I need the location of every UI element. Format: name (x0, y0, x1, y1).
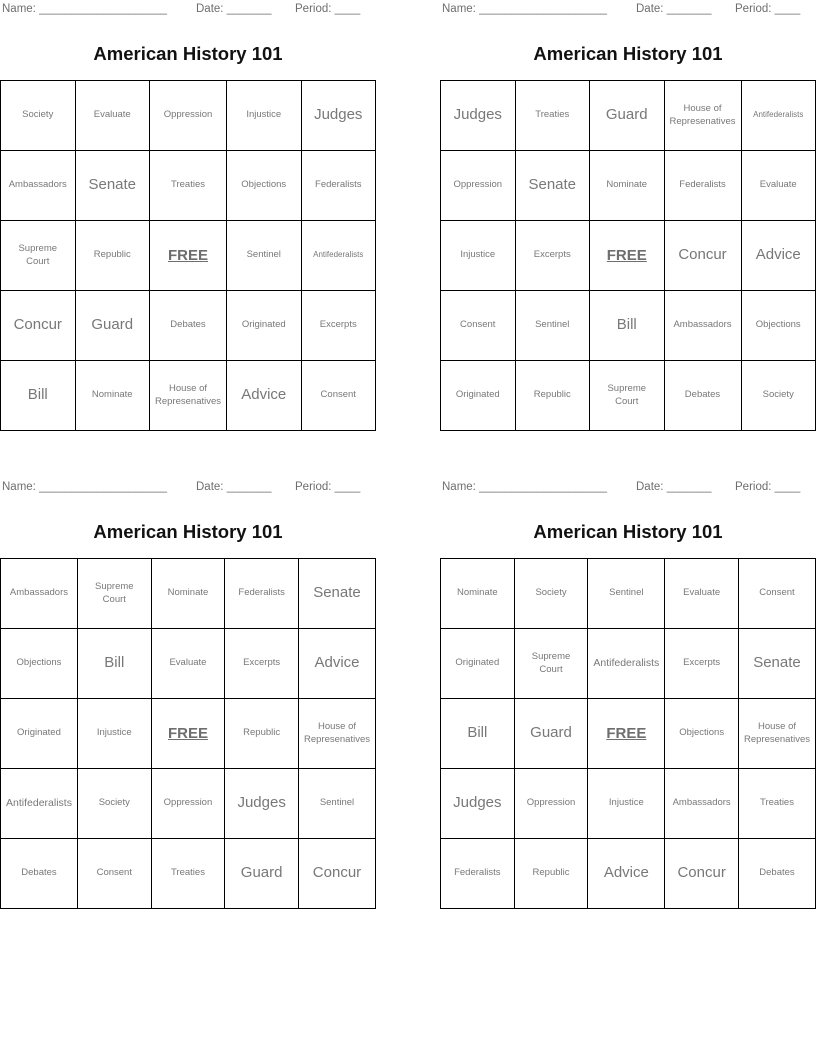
bingo-cell-label: Federalists (315, 179, 362, 191)
bingo-cell (152, 559, 226, 629)
bingo-cell-label: Bill (467, 724, 488, 742)
date-field (636, 481, 711, 493)
bingo-cell (588, 629, 665, 699)
bingo-cell-label: Originated (455, 389, 500, 401)
name-field (2, 481, 167, 493)
bingo-cell (302, 81, 377, 151)
bingo-card-1 (0, 0, 376, 431)
bingo-cell (742, 221, 816, 291)
card-meta-row (0, 478, 376, 496)
bingo-cell-label: Ambassadors (9, 587, 69, 599)
bingo-cell (299, 699, 376, 769)
card-title: American History 101 (93, 521, 283, 542)
bingo-cell-label: Debates (684, 389, 721, 401)
bingo-cell (227, 151, 302, 221)
bingo-cell (1, 221, 76, 291)
bingo-cell-label: Originated (241, 319, 286, 331)
bingo-cell-label: Objections (679, 727, 725, 739)
period-label: Period: (735, 481, 772, 493)
bingo-cell (441, 221, 516, 291)
bingo-cell (78, 769, 152, 839)
bingo-cell-label: Judges (314, 106, 363, 124)
bingo-cell (1, 361, 76, 431)
bingo-cell (441, 81, 516, 151)
bingo-cell (150, 291, 227, 361)
bingo-cell-label: Evaluate (759, 179, 797, 191)
bingo-cell (1, 291, 76, 361)
bingo-cell-label: Nominate (457, 587, 498, 599)
bingo-cell-label: Judges (453, 106, 502, 124)
period-label: Period: (295, 481, 332, 493)
date-blank-line: _______ (666, 3, 712, 15)
bingo-cell (739, 629, 816, 699)
bingo-cell-label: Oppression (453, 179, 503, 191)
bingo-cell (742, 291, 816, 361)
bingo-cell (227, 221, 302, 291)
bingo-cell-label: Supreme Court (95, 581, 134, 605)
bingo-cell-label: Injustice (96, 727, 132, 739)
bingo-card-4 (440, 478, 816, 909)
bingo-cell-label: Advice (603, 864, 649, 882)
period-blank-line: ____ (334, 3, 361, 15)
bingo-cell-label: Nominate (91, 389, 133, 401)
period-label: Period: (295, 3, 332, 15)
bingo-cell (76, 81, 151, 151)
bingo-cell-label: Injustice (460, 249, 496, 261)
bingo-cell (225, 559, 299, 629)
bingo-cell-label: House of Represenatives (303, 721, 370, 745)
bingo-cell-label: Supreme Court (531, 651, 571, 675)
bingo-cell-label: Advice (241, 386, 287, 404)
bingo-cell (76, 221, 151, 291)
bingo-cell (78, 699, 152, 769)
bingo-cell-label: Excerpts (243, 657, 281, 669)
bingo-cell (152, 629, 226, 699)
bingo-cell-label: Senate (528, 176, 577, 194)
period-label: Period: (735, 3, 772, 15)
bingo-cell (516, 221, 591, 291)
date-field (636, 3, 711, 15)
bingo-cell-label: Ambassadors (8, 179, 67, 191)
bingo-cell (302, 221, 377, 291)
bingo-cell (739, 699, 816, 769)
bingo-cell (515, 559, 589, 629)
bingo-cell-label: Senate (313, 584, 361, 602)
bingo-cell-label: Republic (532, 867, 570, 879)
bingo-cell (1, 699, 78, 769)
bingo-cell-label: Antifederalists (593, 656, 660, 669)
date-blank-line: _______ (226, 481, 272, 493)
bingo-cell (1, 629, 78, 699)
bingo-cell (588, 559, 665, 629)
bingo-cell-label: Advice (755, 246, 801, 264)
date-label: Date: (636, 481, 664, 493)
bingo-cell-label: Antifederalists (6, 796, 72, 809)
bingo-cell (441, 151, 516, 221)
bingo-cell (739, 839, 816, 909)
name-label: Name: (442, 481, 476, 493)
bingo-card-3 (0, 478, 376, 909)
bingo-cell-label: Sentinel (319, 797, 355, 809)
bingo-cell-label: Consent (460, 319, 496, 331)
bingo-cell-label: Evaluate (93, 109, 131, 121)
bingo-cell (1, 151, 76, 221)
bingo-cell (76, 361, 151, 431)
bingo-grid (440, 558, 816, 909)
bingo-cell-label: Excerpts (319, 319, 357, 331)
period-blank-line: ____ (774, 481, 801, 493)
bingo-cell (590, 291, 665, 361)
bingo-grid (440, 80, 816, 431)
bingo-cell-label: Nominate (167, 587, 209, 599)
period-field (295, 481, 360, 493)
bingo-cell (665, 361, 742, 431)
name-blank-line: ____________________ (479, 3, 607, 15)
bingo-cell (742, 361, 816, 431)
bingo-cell-label: Guard (530, 724, 572, 742)
bingo-cell-label: Bill (104, 654, 125, 672)
bingo-cell-label: Treaties (170, 867, 205, 879)
bingo-cell-label: Federalists (238, 587, 285, 599)
bingo-cell-label: Society (762, 389, 794, 401)
bingo-cell (1, 839, 78, 909)
bingo-cell-label: Treaties (535, 109, 570, 121)
free-cell-label: FREE (167, 247, 208, 264)
bingo-cell-label: Concur (677, 864, 726, 882)
free-cell (150, 221, 227, 291)
bingo-cell (665, 221, 742, 291)
bingo-cell (152, 769, 226, 839)
bingo-cell-label: Judges (453, 794, 502, 812)
bingo-cell (441, 361, 516, 431)
bingo-cell (441, 629, 515, 699)
bingo-cell (665, 629, 739, 699)
bingo-cell (302, 291, 377, 361)
date-field (196, 481, 271, 493)
bingo-cell (299, 629, 376, 699)
bingo-cell (665, 769, 739, 839)
bingo-cell (299, 839, 376, 909)
bingo-grid (0, 558, 376, 909)
bingo-cell-label: Objections (241, 179, 287, 191)
bingo-cell-label: Senate (88, 176, 137, 194)
card-title: American History 101 (93, 43, 283, 64)
bingo-cell-label: Guard (240, 864, 283, 882)
bingo-cell-label: Guard (91, 316, 134, 334)
card-meta-row (440, 0, 816, 18)
name-blank-line: ____________________ (479, 481, 607, 493)
bingo-cell-label: Treaties (760, 797, 794, 809)
bingo-cell-label: Bill (616, 316, 637, 334)
bingo-cell-label: Originated (455, 657, 500, 669)
bingo-cell (225, 699, 299, 769)
bingo-cell (150, 81, 227, 151)
bingo-cell-label: Debates (170, 319, 206, 331)
bingo-cell (441, 559, 515, 629)
bingo-cell (515, 699, 589, 769)
free-cell-label: FREE (167, 725, 208, 742)
name-field (442, 3, 607, 15)
bingo-cell (516, 151, 591, 221)
bingo-cell-label: Consent (96, 867, 132, 879)
bingo-cell-label: Oppression (163, 109, 213, 121)
bingo-cell-label: Injustice (246, 109, 282, 121)
name-field (2, 3, 167, 15)
bingo-cell-label: House of Represenatives (743, 721, 810, 745)
bingo-cell (441, 769, 515, 839)
bingo-cell-label: Injustice (608, 797, 644, 809)
date-field (196, 3, 271, 15)
bingo-cell (1, 769, 78, 839)
bingo-cell (152, 839, 226, 909)
bingo-cell-label: Antifederalists (753, 110, 804, 120)
bingo-cell (78, 839, 152, 909)
date-label: Date: (636, 3, 664, 15)
bingo-cell (516, 291, 591, 361)
bingo-cell (150, 361, 227, 431)
date-blank-line: _______ (226, 3, 272, 15)
bingo-cell-label: Republic (93, 249, 131, 261)
bingo-cell (739, 559, 816, 629)
bingo-cell-label: Oppression (163, 797, 213, 809)
name-label: Name: (2, 3, 36, 15)
bingo-cell-label: Originated (17, 727, 61, 739)
bingo-cell-label: Society (535, 587, 567, 599)
name-blank-line: ____________________ (39, 481, 167, 493)
name-field (442, 481, 607, 493)
bingo-cell-label: Consent (320, 389, 356, 401)
bingo-cell (78, 629, 152, 699)
bingo-cell-label: Ambassadors (673, 319, 732, 331)
bingo-cell (1, 559, 78, 629)
bingo-cell-label: Concur (312, 864, 362, 882)
bingo-cell (665, 699, 739, 769)
bingo-cell-label: Society (98, 797, 130, 809)
bingo-cell-label: Oppression (526, 797, 576, 809)
bingo-cell (742, 81, 816, 151)
bingo-cell (516, 361, 591, 431)
bingo-cell (590, 361, 665, 431)
bingo-cell (299, 769, 376, 839)
bingo-cell (516, 81, 591, 151)
period-field (295, 3, 360, 15)
bingo-cell-label: Sentinel (609, 587, 644, 599)
bingo-cell-label: Excerpts (533, 249, 571, 261)
bingo-card-2 (440, 0, 816, 431)
bingo-cell-label: Supreme Court (18, 243, 58, 267)
bingo-cell-label: Concur (13, 316, 62, 334)
bingo-cell (299, 559, 376, 629)
bingo-cell (590, 151, 665, 221)
bingo-cell (441, 291, 516, 361)
bingo-cell-label: Consent (759, 587, 795, 599)
bingo-cell (302, 361, 377, 431)
bingo-cell-label: Society (22, 109, 54, 121)
period-field (735, 481, 800, 493)
bingo-cell (441, 839, 515, 909)
bingo-cell-label: Republic (533, 389, 571, 401)
date-blank-line: _______ (666, 481, 712, 493)
name-blank-line: ____________________ (39, 3, 167, 15)
bingo-cell (665, 81, 742, 151)
bingo-cell (150, 151, 227, 221)
bingo-cell-label: Antifederalists (313, 250, 364, 260)
bingo-cell-label: House of Represenatives (155, 383, 222, 407)
bingo-cell-label: Judges (237, 794, 286, 812)
bingo-cell (441, 699, 515, 769)
free-cell-label: FREE (606, 247, 647, 264)
bingo-cell-label: Guard (605, 106, 648, 124)
free-cell (590, 221, 665, 291)
bingo-cell (588, 769, 665, 839)
period-blank-line: ____ (774, 3, 801, 15)
bingo-cell (76, 151, 151, 221)
bingo-cell-label: Objections (755, 319, 801, 331)
bingo-cell (590, 81, 665, 151)
bingo-cell (665, 839, 739, 909)
bingo-cell (515, 769, 589, 839)
bingo-cell-label: Treaties (171, 179, 205, 191)
bingo-cell-label: Debates (759, 867, 795, 879)
name-label: Name: (2, 481, 36, 493)
bingo-cell-label: Debates (21, 867, 57, 879)
free-cell-label: FREE (606, 725, 647, 742)
bingo-cell-label: Bill (27, 386, 48, 404)
bingo-cell (225, 839, 299, 909)
period-blank-line: ____ (334, 481, 361, 493)
bingo-cell (225, 769, 299, 839)
bingo-cell (76, 291, 151, 361)
date-label: Date: (196, 481, 224, 493)
bingo-cell (302, 151, 377, 221)
card-title: American History 101 (533, 43, 723, 64)
bingo-cell (665, 559, 739, 629)
bingo-cell-label: Sentinel (535, 319, 570, 331)
bingo-grid (0, 80, 376, 431)
bingo-cell-label: Excerpts (683, 657, 721, 669)
bingo-cell-label: Senate (753, 654, 801, 672)
bingo-cell-label: Nominate (606, 179, 648, 191)
bingo-cell (515, 629, 589, 699)
bingo-cell-label: Evaluate (683, 587, 721, 599)
bingo-cell-label: Sentinel (246, 249, 281, 261)
bingo-cell (515, 839, 589, 909)
bingo-cell-label: Evaluate (169, 657, 207, 669)
date-label: Date: (196, 3, 224, 15)
bingo-cell-label: Ambassadors (672, 797, 731, 809)
name-label: Name: (442, 3, 476, 15)
free-cell (152, 699, 226, 769)
bingo-cell-label: Objections (16, 657, 62, 669)
bingo-cell (588, 839, 665, 909)
bingo-cell-label: Supreme Court (607, 383, 647, 407)
bingo-cell (227, 81, 302, 151)
bingo-cell (739, 769, 816, 839)
bingo-cell-label: Federalists (679, 179, 726, 191)
card-meta-row (440, 478, 816, 496)
bingo-cell (742, 151, 816, 221)
bingo-cell-label: Concur (678, 246, 727, 264)
bingo-cell (1, 81, 76, 151)
bingo-cell (225, 629, 299, 699)
period-field (735, 3, 800, 15)
card-meta-row (0, 0, 376, 18)
bingo-cell (665, 151, 742, 221)
bingo-cell-label: House of Represenatives (669, 103, 736, 127)
card-title: American History 101 (533, 521, 723, 542)
bingo-cell (665, 291, 742, 361)
free-cell (588, 699, 665, 769)
bingo-cell (227, 291, 302, 361)
bingo-cell (227, 361, 302, 431)
bingo-cell-label: Advice (314, 654, 360, 672)
bingo-cell-label: Republic (243, 727, 281, 739)
bingo-cell-label: Federalists (454, 867, 501, 879)
bingo-cell (78, 559, 152, 629)
